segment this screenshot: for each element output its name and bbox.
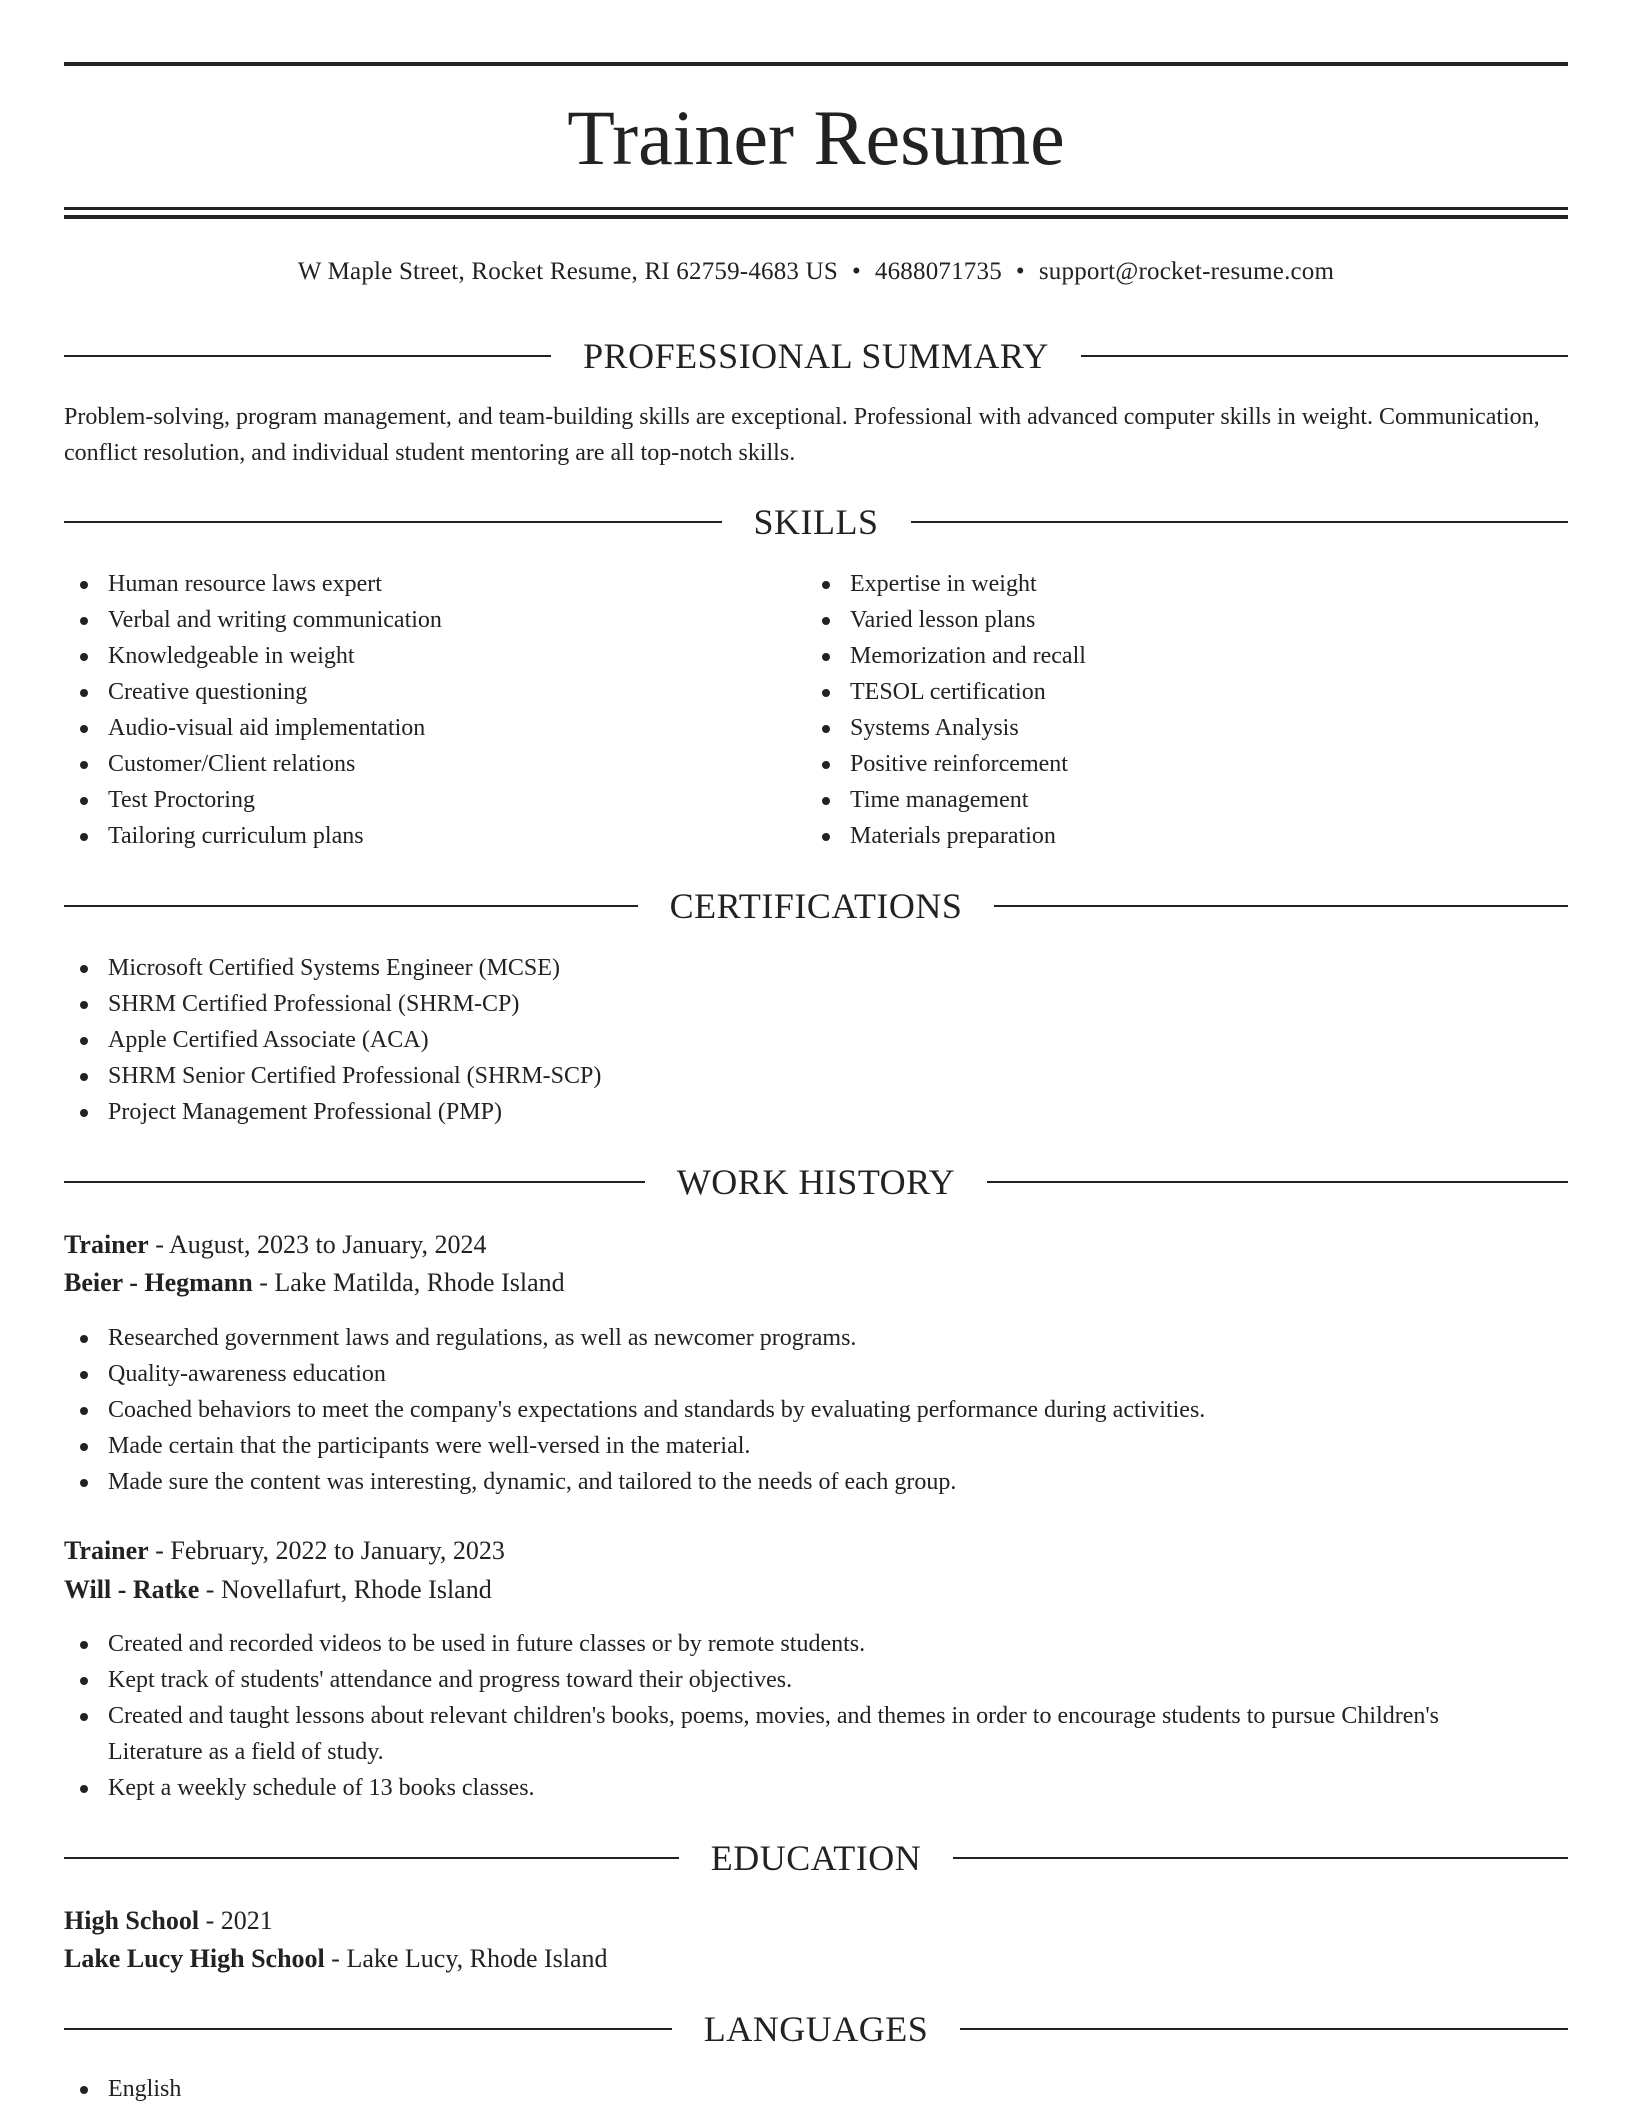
skill-item: Customer/Client relations <box>64 746 804 782</box>
skill-item: Positive reinforcement <box>806 746 1566 782</box>
top-rule <box>64 62 1568 66</box>
heading-rule <box>987 1181 1568 1183</box>
languages-list <box>64 2071 1568 2107</box>
contact-line <box>64 252 1568 292</box>
skill-item: Varied lesson plans <box>806 602 1566 638</box>
section-title: LANGUAGES <box>703 2009 929 2049</box>
skills-list-right <box>806 566 1566 854</box>
certification-item: Apple Certified Associate (ACA) <box>64 1022 1568 1058</box>
language-item: English <box>64 2071 1568 2107</box>
contact-separator: • <box>1015 258 1025 285</box>
skill-item: Creative questioning <box>64 674 804 710</box>
skill-item: Materials preparation <box>806 818 1566 854</box>
certification-item: SHRM Certified Professional (SHRM-CP) <box>64 986 1568 1022</box>
education-year: - 2021 <box>199 1906 273 1935</box>
job-bullets <box>64 1626 1504 1806</box>
job-role: Trainer <box>64 1230 149 1259</box>
section-heading-skills <box>64 497 1568 547</box>
section-heading-summary <box>64 331 1568 381</box>
job-title-line <box>64 1226 1568 1264</box>
heading-rule <box>64 521 722 523</box>
skill-item: Time management <box>806 782 1566 818</box>
skill-item: Tailoring curriculum plans <box>64 818 804 854</box>
education-location: - Lake Lucy, Rhode Island <box>324 1944 608 1973</box>
heading-rule <box>911 521 1569 523</box>
skill-item: Audio-visual aid implementation <box>64 710 804 746</box>
skill-item: Verbal and writing communication <box>64 602 804 638</box>
heading-rule <box>64 1857 679 1859</box>
job-bullet: Quality-awareness education <box>64 1356 1568 1392</box>
job-company: Beier - Hegmann <box>64 1268 253 1297</box>
contact-phone: 4688071735 <box>874 258 1002 285</box>
section-title: SKILLS <box>753 502 879 542</box>
skills-list-left <box>64 566 804 854</box>
section-heading-education <box>64 1833 1568 1883</box>
job-company-line <box>64 1264 1568 1302</box>
certification-item: SHRM Senior Certified Professional (SHRM-SCP) <box>64 1058 1568 1094</box>
job-bullet: Kept a weekly schedule of 13 books classes. <box>64 1770 1504 1806</box>
certification-item: Microsoft Certified Systems Engineer (MCSE) <box>64 950 1568 986</box>
heading-rule <box>64 2028 672 2030</box>
job-bullets <box>64 1320 1568 1500</box>
summary-text: Problem-solving, program management, and team-building skills are exceptional. Professional with advanced computer skills in weight. Communication, conflict resolution, and individual student mentoring are all top-notch skills. <box>64 404 1540 466</box>
job-location: - Novellafurt, Rhode Island <box>199 1575 492 1604</box>
heading-rule <box>994 905 1568 907</box>
certification-item: Project Management Professional (PMP) <box>64 1094 1568 1130</box>
job-role: Trainer <box>64 1536 149 1565</box>
job-dates: - February, 2022 to January, 2023 <box>148 1536 505 1565</box>
section-heading-certifications <box>64 881 1568 931</box>
section-title: PROFESSIONAL SUMMARY <box>583 336 1049 376</box>
section-heading-languages <box>64 2004 1568 2054</box>
heading-rule <box>1081 355 1568 357</box>
skill-item: Expertise in weight <box>806 566 1566 602</box>
job-company-line <box>64 1571 1568 1609</box>
section-title: CERTIFICATIONS <box>669 886 963 926</box>
contact-address: W Maple Street, Rocket Resume, RI 62759-4683 US <box>297 258 838 285</box>
job-bullet: Made sure the content was interesting, dynamic, and tailored to the needs of each group. <box>64 1464 1568 1500</box>
job-bullet: Researched government laws and regulations, as well as newcomer programs. <box>64 1320 1568 1356</box>
skill-item: Systems Analysis <box>806 710 1566 746</box>
heading-rule <box>64 355 551 357</box>
job-dates: - August, 2023 to January, 2024 <box>148 1230 487 1259</box>
resume-title: Trainer Resume <box>567 94 1065 181</box>
job-bullet: Kept track of students' attendance and progress toward their objectives. <box>64 1662 1504 1698</box>
section-title: EDUCATION <box>710 1838 922 1878</box>
skill-item: Knowledgeable in weight <box>64 638 804 674</box>
job-bullet: Created and recorded videos to be used in future classes or by remote students. <box>64 1626 1504 1662</box>
contact-separator: • <box>851 258 861 285</box>
education-degree: High School <box>64 1906 200 1935</box>
skill-item: Test Proctoring <box>64 782 804 818</box>
job-location: - Lake Matilda, Rhode Island <box>252 1268 565 1297</box>
title-rule-upper <box>64 207 1568 210</box>
heading-rule <box>64 1181 645 1183</box>
job-bullet: Made certain that the participants were well-versed in the material. <box>64 1428 1568 1464</box>
job-title-line <box>64 1532 1568 1570</box>
education-school-line <box>64 1940 1568 1978</box>
heading-rule <box>960 2028 1568 2030</box>
job-company: Will - Ratke <box>64 1575 200 1604</box>
skill-item: TESOL certification <box>806 674 1566 710</box>
section-heading-work-history <box>64 1157 1568 1207</box>
section-title: WORK HISTORY <box>676 1162 956 1202</box>
job-bullet: Created and taught lessons about relevant children's books, poems, movies, and themes in order to encourage students to pursue Children's Literature as a field of study. <box>64 1698 1504 1770</box>
skill-item: Human resource laws expert <box>64 566 804 602</box>
heading-rule <box>953 1857 1568 1859</box>
contact-email: support@rocket-resume.com <box>1038 258 1335 285</box>
education-degree-line <box>64 1902 1568 1940</box>
education-school: Lake Lucy High School <box>64 1944 325 1973</box>
certifications-list <box>64 950 1568 1130</box>
title-rule-lower <box>64 215 1568 219</box>
heading-rule <box>64 905 638 907</box>
job-bullet: Coached behaviors to meet the company's expectations and standards by evaluating performance during activities. <box>64 1392 1568 1428</box>
skill-item: Memorization and recall <box>806 638 1566 674</box>
